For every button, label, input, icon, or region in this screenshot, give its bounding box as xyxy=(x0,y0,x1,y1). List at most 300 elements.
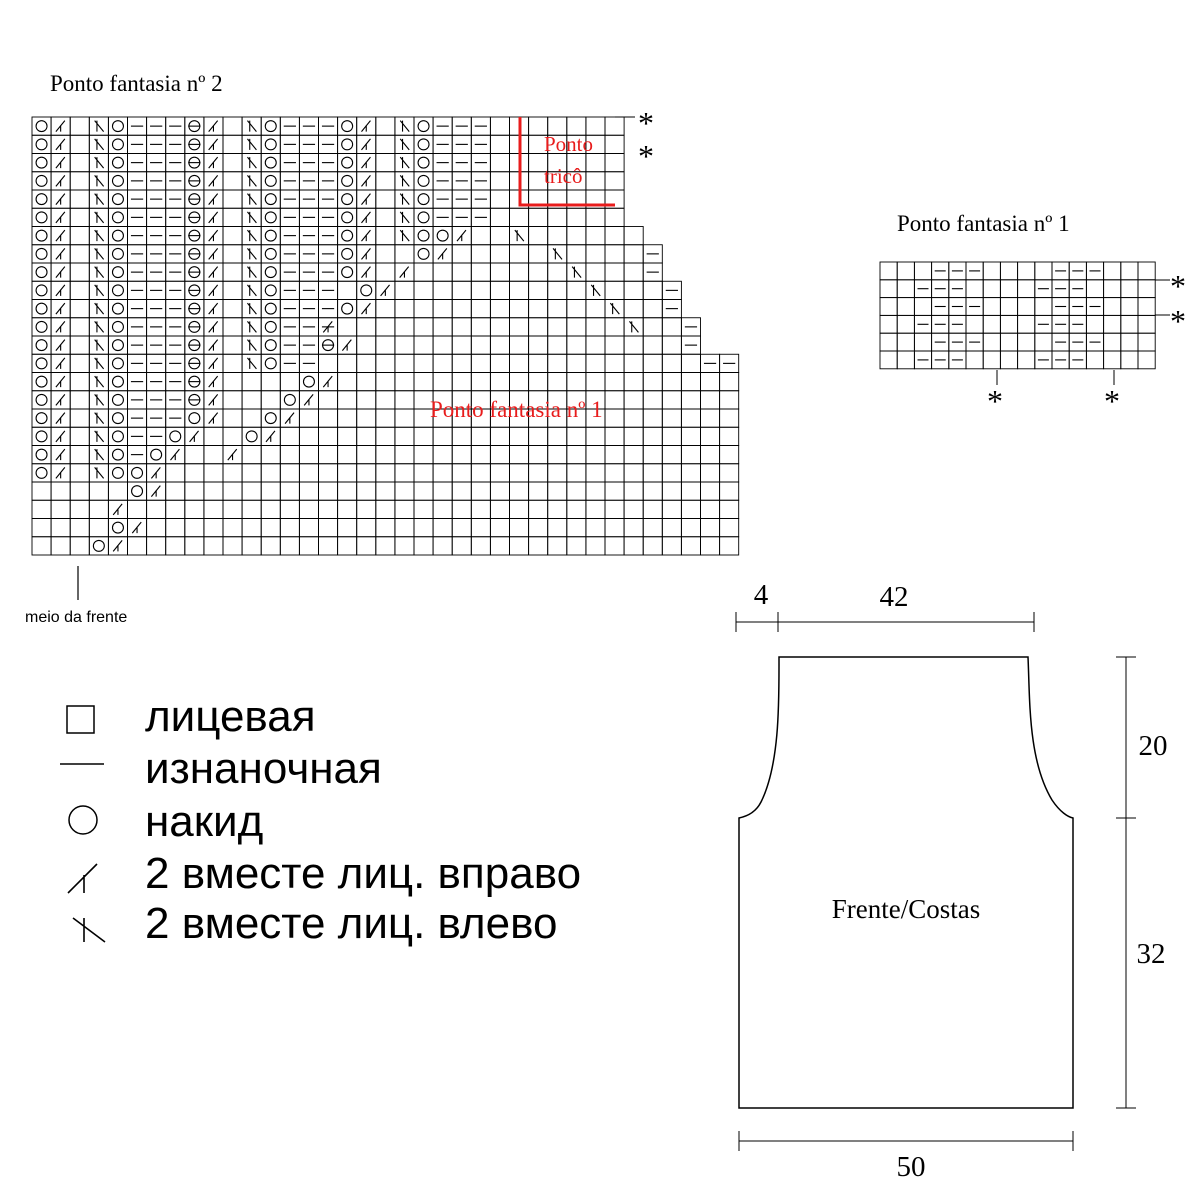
stitch-cell xyxy=(414,427,433,445)
stitch-cell xyxy=(242,500,261,518)
stitch-cell xyxy=(261,135,280,153)
stitch-cell xyxy=(32,427,51,445)
stitch-cell xyxy=(662,373,681,391)
stitch-cell xyxy=(204,519,223,537)
stitch-cell xyxy=(32,482,51,500)
stitch-cell xyxy=(70,281,89,299)
stitch-cell xyxy=(548,373,567,391)
stitch-cell xyxy=(357,318,376,336)
stitch-cell xyxy=(529,482,548,500)
stitch-cell xyxy=(242,464,261,482)
stitch-cell xyxy=(662,519,681,537)
stitch-cell xyxy=(319,482,338,500)
schematic-label: Frente/Costas xyxy=(831,894,981,924)
stitch-cell xyxy=(605,208,624,226)
stitch-cell xyxy=(242,427,261,445)
yarn-over-symbol xyxy=(265,303,276,314)
stitch-cell xyxy=(338,537,357,555)
stitch-cell xyxy=(662,500,681,518)
stitch-cell xyxy=(1035,262,1052,280)
stitch-cell xyxy=(880,333,897,351)
stitch-cell xyxy=(338,446,357,464)
stitch-cell xyxy=(643,281,662,299)
yarn-over-symbol xyxy=(132,486,143,497)
stitch-cell xyxy=(681,373,700,391)
stitch-cell xyxy=(414,281,433,299)
yarn-over-symbol xyxy=(36,285,47,296)
stitch-cell xyxy=(605,427,624,445)
stitch-cell xyxy=(223,281,242,299)
stitch-cell xyxy=(223,245,242,263)
stitch-cell xyxy=(471,263,490,281)
stitch-cell xyxy=(261,354,280,372)
stitch-cell xyxy=(108,391,127,409)
stitch-cell xyxy=(376,208,395,226)
stitch-cell xyxy=(529,500,548,518)
stitch-cell xyxy=(914,333,931,351)
stitch-cell xyxy=(586,154,605,172)
stitch-cell xyxy=(376,500,395,518)
stitch-cell xyxy=(376,482,395,500)
yarn-over-symbol xyxy=(342,248,353,259)
stitch-cell xyxy=(338,208,357,226)
stitch-cell xyxy=(242,519,261,537)
yarn-over-symbol xyxy=(246,431,257,442)
stitch-cell xyxy=(452,263,471,281)
stitch-cell xyxy=(510,318,529,336)
stitch-cell xyxy=(70,227,89,245)
chart-1-title: Ponto fantasia nº 1 xyxy=(897,211,1070,236)
stitch-cell xyxy=(452,245,471,263)
stitch-cell xyxy=(529,281,548,299)
stitch-cell xyxy=(966,280,983,298)
yarn-over-symbol xyxy=(265,248,276,259)
stitch-cell xyxy=(395,537,414,555)
stitch-cell xyxy=(701,391,720,409)
stitch-cell xyxy=(567,281,586,299)
stitch-cell xyxy=(299,482,318,500)
stitch-cell xyxy=(414,117,433,135)
stitch-cell xyxy=(70,190,89,208)
stitch-cell xyxy=(548,336,567,354)
k2tog-left-symbol xyxy=(572,267,581,278)
k2tog-left-symbol xyxy=(247,321,256,332)
stitch-cell xyxy=(414,263,433,281)
stitch-cell xyxy=(414,300,433,318)
stitch-cell xyxy=(319,519,338,537)
stitch-cell xyxy=(605,373,624,391)
stitch-cell xyxy=(471,482,490,500)
stitch-cell xyxy=(70,537,89,555)
yarn-over-symbol xyxy=(265,230,276,241)
stitch-cell xyxy=(586,464,605,482)
stitch-cell xyxy=(223,537,242,555)
stitch-cell xyxy=(720,464,739,482)
stitch-cell xyxy=(643,446,662,464)
stitch-cell xyxy=(490,227,509,245)
yarn-over-symbol xyxy=(36,413,47,424)
stitch-cell xyxy=(529,336,548,354)
stitch-cell xyxy=(452,537,471,555)
stitch-cell xyxy=(529,354,548,372)
stitch-cell xyxy=(70,519,89,537)
k2tog-left-symbol xyxy=(95,413,104,424)
stitch-cell xyxy=(1035,333,1052,351)
stitch-cell xyxy=(510,373,529,391)
stitch-cell xyxy=(280,500,299,518)
stitch-cell xyxy=(880,351,897,369)
stitch-cell xyxy=(108,519,127,537)
stitch-cell xyxy=(376,336,395,354)
stitch-cell xyxy=(70,172,89,190)
yarn-over-symbol xyxy=(112,394,123,405)
stitch-cell xyxy=(643,427,662,445)
stitch-cell xyxy=(376,391,395,409)
stitch-cell xyxy=(643,391,662,409)
stitch-cell xyxy=(567,500,586,518)
yarn-over-symbol xyxy=(418,212,429,223)
k2tog-right-symbol xyxy=(190,431,199,442)
stitch-cell xyxy=(529,427,548,445)
yarn-over-symbol xyxy=(112,139,123,150)
yarn-over-symbol xyxy=(170,431,181,442)
stitch-cell xyxy=(357,519,376,537)
stitch-cell xyxy=(223,208,242,226)
stitch-cell xyxy=(983,351,1000,369)
width-dimension: 50 xyxy=(896,1151,926,1183)
chart-1-grid xyxy=(880,262,1155,369)
chart-2-title: Ponto fantasia nº 2 xyxy=(50,71,223,96)
stitch-cell xyxy=(605,245,624,263)
k2tog-right-symbol xyxy=(361,175,370,186)
stitch-cell xyxy=(548,300,567,318)
stitch-cell xyxy=(395,373,414,391)
stitch-cell xyxy=(242,409,261,427)
stitch-cell xyxy=(204,500,223,518)
k2tog-right-symbol xyxy=(113,540,122,551)
stitch-cell xyxy=(376,117,395,135)
stitch-cell xyxy=(338,354,357,372)
stitch-cell xyxy=(548,427,567,445)
stitch-cell xyxy=(643,519,662,537)
stitch-cell xyxy=(338,172,357,190)
stitch-cell xyxy=(108,190,127,208)
stitch-cell xyxy=(108,318,127,336)
stitch-cell xyxy=(510,464,529,482)
stitch-cell xyxy=(376,409,395,427)
yarn-over-symbol xyxy=(112,431,123,442)
stitch-cell xyxy=(338,190,357,208)
k2tog-left-symbol xyxy=(247,139,256,150)
yarn-over-symbol xyxy=(36,267,47,278)
stitch-cell xyxy=(1018,298,1035,316)
shoulder-dimension: 4 xyxy=(753,579,769,611)
stitch-cell xyxy=(490,172,509,190)
stitch-cell xyxy=(223,464,242,482)
stitch-cell xyxy=(567,482,586,500)
stitch-cell xyxy=(624,245,643,263)
stitch-cell xyxy=(471,227,490,245)
fantasia-1-region-label: Ponto fantasia nº 1 xyxy=(430,397,603,422)
stitch-cell xyxy=(701,537,720,555)
stitch-cell xyxy=(567,519,586,537)
stitch-cell xyxy=(338,373,357,391)
stitch-cell xyxy=(452,446,471,464)
stitch-cell xyxy=(605,354,624,372)
stitch-cell xyxy=(261,446,280,464)
stitch-cell xyxy=(681,519,700,537)
stitch-cell xyxy=(108,300,127,318)
k2tog-right-symbol xyxy=(170,449,179,460)
k2tog-right-symbol xyxy=(361,248,370,259)
stitch-cell xyxy=(376,519,395,537)
stitch-cell xyxy=(395,391,414,409)
stitch-cell xyxy=(280,373,299,391)
stitch-cell xyxy=(624,519,643,537)
chart-1 xyxy=(880,211,1186,419)
stitch-cell xyxy=(223,135,242,153)
yarn-over-symbol xyxy=(265,212,276,223)
stitch-cell xyxy=(586,446,605,464)
stitch-cell xyxy=(414,245,433,263)
stitch-cell xyxy=(223,482,242,500)
stitch-cell xyxy=(51,482,70,500)
stitch-cell xyxy=(128,537,147,555)
stitch-cell xyxy=(1000,280,1017,298)
yarn-over-symbol xyxy=(36,449,47,460)
yarn-over-symbol xyxy=(36,467,47,478)
k2tog-right-symbol xyxy=(381,285,390,296)
yarn-over-symbol xyxy=(36,212,47,223)
k2tog-right-symbol xyxy=(342,340,351,351)
stitch-cell xyxy=(223,373,242,391)
k2tog-right-symbol xyxy=(56,175,65,186)
yarn-over-symbol xyxy=(265,121,276,132)
stitch-cell xyxy=(1121,298,1138,316)
stitch-cell xyxy=(299,373,318,391)
stitch-cell xyxy=(414,482,433,500)
stitch-cell xyxy=(548,318,567,336)
stitch-cell xyxy=(433,537,452,555)
legend-label: лицевая xyxy=(145,692,316,741)
stitch-cell xyxy=(490,336,509,354)
stitch-cell xyxy=(529,464,548,482)
yarn-over-symbol xyxy=(132,467,143,478)
stitch-cell xyxy=(529,227,548,245)
k2tog-right-symbol xyxy=(56,340,65,351)
stitch-cell xyxy=(70,117,89,135)
stitch-cell xyxy=(681,446,700,464)
stitch-cell xyxy=(624,391,643,409)
stitch-cell xyxy=(586,227,605,245)
stitch-cell xyxy=(529,537,548,555)
yarn-over-symbol xyxy=(437,230,448,241)
stitch-cell xyxy=(471,318,490,336)
front-back-outline xyxy=(739,657,1073,1108)
stitch-cell xyxy=(147,500,166,518)
stitch-cell xyxy=(567,336,586,354)
stitch-cell xyxy=(662,427,681,445)
stitch-cell xyxy=(662,537,681,555)
stitch-cell xyxy=(32,227,51,245)
stitch-cell xyxy=(567,446,586,464)
yarn-over-symbol xyxy=(265,340,276,351)
stitch-cell xyxy=(662,482,681,500)
stitch-cell xyxy=(452,500,471,518)
k2tog-right-symbol xyxy=(209,413,218,424)
stitch-cell xyxy=(490,300,509,318)
k2tog-right-symbol xyxy=(151,486,160,497)
stitch-cell xyxy=(261,464,280,482)
stitch-cell xyxy=(319,354,338,372)
k2tog-left-symbol xyxy=(247,212,256,223)
stitch-cell xyxy=(261,300,280,318)
stitch-cell xyxy=(89,482,108,500)
body-length-dimension: 32 xyxy=(1136,938,1166,970)
k2tog-right-symbol xyxy=(361,212,370,223)
stitch-cell xyxy=(643,336,662,354)
stitch-cell xyxy=(433,500,452,518)
stitch-cell xyxy=(223,117,242,135)
stitch-cell xyxy=(414,519,433,537)
stitch-cell xyxy=(395,318,414,336)
stitch-cell xyxy=(1104,262,1121,280)
stitch-cell xyxy=(223,409,242,427)
stitch-cell xyxy=(510,500,529,518)
stitch-cell xyxy=(529,519,548,537)
stitch-cell xyxy=(32,537,51,555)
stitch-cell xyxy=(701,500,720,518)
stitch-cell xyxy=(662,391,681,409)
stitch-cell xyxy=(452,281,471,299)
stitch-cell xyxy=(280,464,299,482)
stitch-cell xyxy=(32,391,51,409)
stitch-cell xyxy=(32,464,51,482)
stitch-cell xyxy=(223,354,242,372)
repeat-marker: * xyxy=(638,105,654,141)
stitch-cell xyxy=(471,500,490,518)
k2tog-right-symbol xyxy=(304,394,313,405)
stitch-cell xyxy=(586,300,605,318)
legend-label: накид xyxy=(145,797,264,846)
stitch-cell xyxy=(70,391,89,409)
stitch-cell xyxy=(433,336,452,354)
stitch-cell xyxy=(452,300,471,318)
stitch-cell xyxy=(548,446,567,464)
k2tog-right-icon xyxy=(68,864,97,893)
stitch-cell xyxy=(185,409,204,427)
stitch-cell xyxy=(89,537,108,555)
stitch-cell xyxy=(108,409,127,427)
stitch-cell xyxy=(223,300,242,318)
stitch-cell xyxy=(357,373,376,391)
stitch-cell xyxy=(280,537,299,555)
stitch-cell xyxy=(433,427,452,445)
stitch-cell xyxy=(108,154,127,172)
stitch-cell xyxy=(261,482,280,500)
k2tog-left-symbol xyxy=(247,194,256,205)
stitch-cell xyxy=(395,482,414,500)
stitch-cell xyxy=(357,500,376,518)
stitch-cell xyxy=(32,318,51,336)
k2tog-left-symbol xyxy=(247,157,256,168)
stitch-cell xyxy=(261,537,280,555)
stitch-cell xyxy=(1104,315,1121,333)
stitch-cell xyxy=(223,318,242,336)
stitch-cell xyxy=(280,427,299,445)
k2tog-right-symbol xyxy=(56,394,65,405)
stitch-cell xyxy=(70,263,89,281)
stitch-cell xyxy=(32,281,51,299)
stitch-cell xyxy=(624,464,643,482)
k2tog-left-symbol xyxy=(591,285,600,296)
k2tog-right-symbol xyxy=(209,121,218,132)
stitch-cell xyxy=(529,245,548,263)
stitch-cell xyxy=(471,537,490,555)
k2tog-right-symbol xyxy=(209,175,218,186)
stitch-cell xyxy=(395,519,414,537)
stitch-cell xyxy=(414,336,433,354)
stitch-cell xyxy=(1000,298,1017,316)
k2tog-right-symbol xyxy=(56,157,65,168)
yarn-over-symbol xyxy=(284,394,295,405)
stitch-cell xyxy=(452,482,471,500)
stitch-cell xyxy=(624,300,643,318)
k2tog-left-symbol xyxy=(400,121,409,132)
yarn-over-symbol xyxy=(112,358,123,369)
stitch-cell xyxy=(223,227,242,245)
stitch-cell xyxy=(567,464,586,482)
stitch-cell xyxy=(1104,333,1121,351)
yarn-over-symbol xyxy=(112,121,123,132)
stitch-cell xyxy=(89,519,108,537)
k2tog-left-symbol xyxy=(400,212,409,223)
stitch-cell xyxy=(605,464,624,482)
k2tog-left-symbol xyxy=(553,248,562,259)
stitch-cell xyxy=(567,245,586,263)
k2tog-left-symbol xyxy=(247,121,256,132)
stitch-cell xyxy=(319,409,338,427)
stitch-cell xyxy=(720,537,739,555)
stitch-cell xyxy=(338,519,357,537)
stitch-cell xyxy=(395,354,414,372)
front-center-label: meio da frente xyxy=(25,609,128,626)
stitch-cell xyxy=(261,154,280,172)
stitch-cell xyxy=(720,373,739,391)
stitch-cell xyxy=(1121,315,1138,333)
stitch-cell xyxy=(70,373,89,391)
stitch-cell xyxy=(1018,262,1035,280)
stitch-cell xyxy=(529,263,548,281)
stitch-cell xyxy=(338,245,357,263)
stitch-cell xyxy=(70,245,89,263)
stitch-cell xyxy=(567,300,586,318)
stitch-cell xyxy=(299,409,318,427)
legend-label: 2 вместе лиц. влево xyxy=(145,899,558,948)
stitch-cell xyxy=(605,482,624,500)
stitch-cell xyxy=(357,354,376,372)
yarn-over-symbol xyxy=(265,194,276,205)
stitch-cell xyxy=(490,281,509,299)
k2tog-left-symbol xyxy=(247,358,256,369)
stitch-cell xyxy=(299,446,318,464)
stitch-cell xyxy=(548,519,567,537)
yarn-over-symbol xyxy=(265,157,276,168)
stitch-cell xyxy=(108,427,127,445)
stitch-cell xyxy=(605,135,624,153)
stitch-cell xyxy=(204,537,223,555)
neck-dimension: 42 xyxy=(879,581,909,613)
